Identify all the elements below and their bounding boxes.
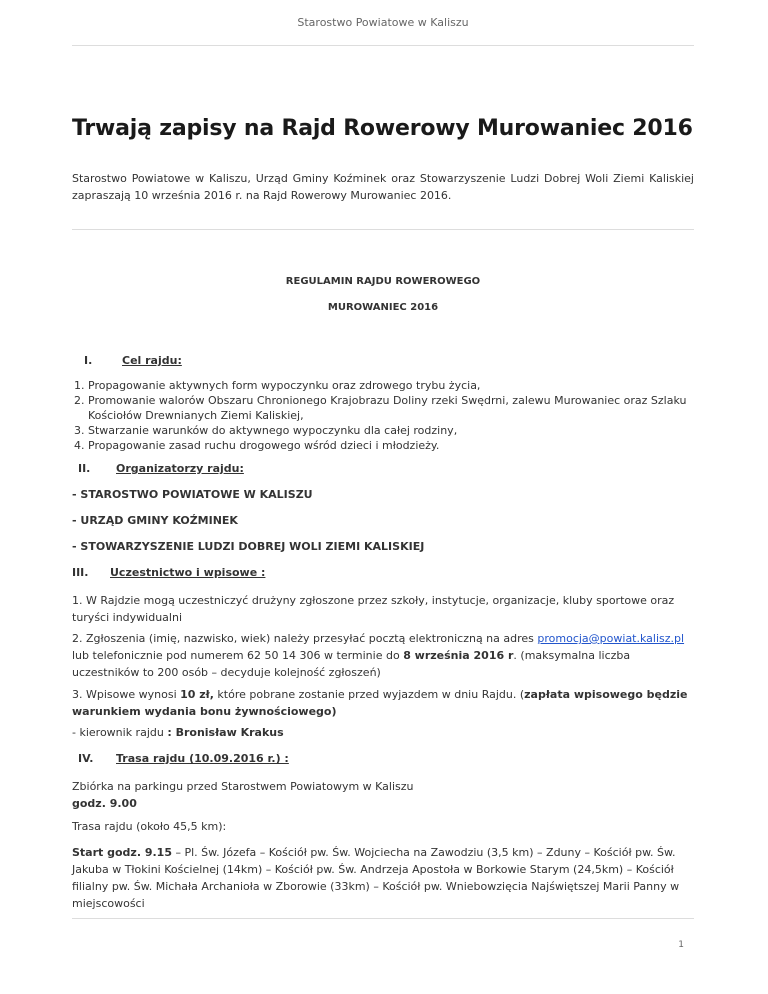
document-page bbox=[72, 0, 694, 994]
intro-divider bbox=[72, 229, 694, 230]
list-item: 3. Stwarzanie warunków do aktywnego wypoczynku dla całej rodziny, bbox=[88, 423, 710, 438]
section-4-heading bbox=[78, 752, 289, 765]
registration-text: lub telefonicznie pod numerem 62 50 14 306 w terminie do bbox=[72, 649, 404, 662]
fee-text: 3. Wpisowe wynosi bbox=[72, 688, 181, 701]
organizer-urzad-gminy: - URZĄD GMINY KOŹMINEK bbox=[72, 514, 238, 527]
meeting-time: godz. 9.00 bbox=[72, 797, 137, 810]
route-description bbox=[72, 844, 694, 912]
section-3-number: III. bbox=[72, 566, 89, 579]
route-text: – Pl. Św. Józefa – Kościół pw. Św. Wojciecha na Zawodziu (3,5 km) – Zduny – Kościół pw. Św. Jakuba w Tłokini Kościelnej (14km) – Kościół pw. Św. Andrzeja Apostoła w Borkowie Starym (24,5km) – Kościół filialny pw. Św. Michała Archanioła w Zborowie (33km) – Kościół pw. Wniebowzięcia Najświętszej Marii Panny w miejscowości bbox=[72, 846, 680, 910]
start-time: Start godz. 9.15 bbox=[72, 846, 172, 859]
section-1-title: Cel rajdu: bbox=[122, 354, 182, 367]
fee-condition: zapłata wpisowego będzie warunkiem wydania bonu żywnościowego) bbox=[72, 688, 688, 718]
section-1-number: I. bbox=[84, 354, 93, 367]
leader-paragraph bbox=[72, 724, 694, 741]
list-item: 1. Propagowanie aktywnych form wypoczynku oraz zdrowego trybu życia, bbox=[88, 378, 710, 393]
registration-deadline: 8 września 2016 r bbox=[403, 649, 514, 662]
goals-list bbox=[72, 378, 710, 453]
section-2-title: Organizatorzy rajdu: bbox=[116, 462, 244, 475]
site-header: Starostwo Powiatowe w Kaliszu bbox=[297, 16, 469, 29]
regulamin-subheading: MUROWANIEC 2016 bbox=[327, 302, 439, 313]
organizer-starostwo: - STAROSTWO POWIATOWE W KALISZU bbox=[72, 488, 313, 501]
meeting-text: Zbiórka na parkingu przed Starostwem Powiatowym w Kaliszu bbox=[72, 780, 414, 793]
article-intro: Starostwo Powiatowe w Kaliszu, Urząd Gminy Koźminek oraz Stowarzyszenie Ludzi Dobrej Woli Ziemi Kaliskiej zapraszają 10 września 2016 r. na Rajd Rowerowy Murowaniec 2016. bbox=[72, 172, 694, 202]
participation-paragraph: 1. W Rajdzie mogą uczestniczyć drużyny zgłoszone przez szkoły, instytucje, organizacje, kluby sportowe oraz turyści indywidualni bbox=[72, 594, 675, 624]
leader-label: - kierownik rajdu bbox=[72, 726, 168, 739]
regulamin-heading: REGULAMIN RAJDU ROWEROWEGO bbox=[285, 276, 481, 287]
registration-text: 2. Zgłoszenia (imię, nazwisko, wiek) należy przesyłać pocztą elektroniczną na adres bbox=[72, 632, 538, 645]
list-item: 2. Promowanie walorów Obszaru Chronionego Krajobrazu Doliny rzeki Swędrni, zalewu Murowaniec oraz Szlaku Kościołów Drewnianych Ziemi Kaliskiej, bbox=[88, 393, 710, 423]
leader-name: : Bronisław Krakus bbox=[167, 726, 284, 739]
organizer-stowarzyszenie: - STOWARZYSZENIE LUDZI DOBREJ WOLI ZIEMI KALISKIEJ bbox=[72, 540, 425, 553]
footer-divider bbox=[72, 918, 694, 919]
fee-paragraph bbox=[72, 686, 694, 720]
section-4-number: IV. bbox=[78, 752, 94, 765]
section-2-heading bbox=[78, 462, 244, 475]
section-3-heading bbox=[72, 566, 265, 579]
article-title: Trwają zapisy na Rajd Rowerowy Murowaniec 2016 bbox=[72, 116, 693, 141]
section-3-title: Uczestnictwo i wpisowe : bbox=[110, 566, 266, 579]
fee-amount: 10 zł, bbox=[180, 688, 214, 701]
registration-paragraph bbox=[72, 630, 694, 681]
header-divider bbox=[72, 45, 694, 46]
list-item: 4. Propagowanie zasad ruchu drogowego wśród dzieci i młodzieży. bbox=[88, 438, 710, 453]
section-2-number: II. bbox=[78, 462, 91, 475]
registration-text: . (maksymalna liczba uczestników to 200 osób – decyduje kolejność zgłoszeń) bbox=[72, 649, 631, 679]
section-4-title: Trasa rajdu (10.09.2016 r.) : bbox=[116, 752, 289, 765]
page-number: 1 bbox=[678, 940, 684, 950]
section-1-heading bbox=[84, 354, 182, 367]
meeting-point bbox=[72, 778, 694, 812]
email-link[interactable]: promocja@powiat.kalisz.pl bbox=[537, 632, 685, 645]
fee-text: które pobrane zostanie przed wyjazdem w dniu Rajdu. ( bbox=[213, 688, 525, 701]
route-length: Trasa rajdu (około 45,5 km): bbox=[72, 820, 227, 833]
